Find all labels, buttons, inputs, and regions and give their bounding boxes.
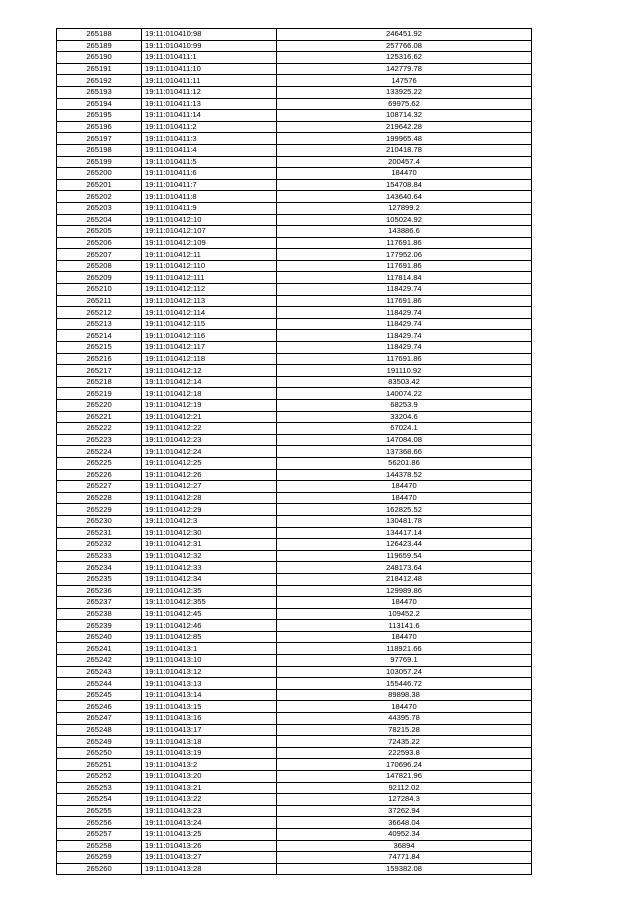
- cadastral-number-cell: 19:11:010412:46: [142, 620, 277, 632]
- table-row: [57, 400, 532, 412]
- value-cell: 155446.72: [277, 678, 532, 690]
- row-number-cell: 265254: [57, 794, 142, 806]
- cadastral-number-cell: 19:11:010411:13: [142, 98, 277, 110]
- row-number-cell: 265222: [57, 423, 142, 435]
- row-number-cell: 265238: [57, 608, 142, 620]
- cadastral-number-cell: 19:11:010413:1: [142, 643, 277, 655]
- table-row: [57, 434, 532, 446]
- row-number-cell: 265215: [57, 342, 142, 354]
- value-cell: 218412.48: [277, 573, 532, 585]
- row-number-cell: 265188: [57, 29, 142, 41]
- row-number-cell: 265258: [57, 840, 142, 852]
- cadastral-number-cell: 19:11:010412:14: [142, 376, 277, 388]
- row-number-cell: 265191: [57, 63, 142, 75]
- row-number-cell: 265197: [57, 133, 142, 145]
- row-number-cell: 265232: [57, 539, 142, 551]
- row-number-cell: 265220: [57, 400, 142, 412]
- value-cell: 118429.74: [277, 284, 532, 296]
- cadastral-number-cell: 19:11:010412:24: [142, 446, 277, 458]
- table-row: [57, 840, 532, 852]
- table-row: [57, 608, 532, 620]
- value-cell: 137368.66: [277, 446, 532, 458]
- row-number-cell: 265189: [57, 40, 142, 52]
- cadastral-number-cell: 19:11:010410:99: [142, 40, 277, 52]
- cadastral-number-cell: 19:11:010412:32: [142, 550, 277, 562]
- row-number-cell: 265257: [57, 828, 142, 840]
- row-number-cell: 265192: [57, 75, 142, 87]
- row-number-cell: 265204: [57, 214, 142, 226]
- row-number-cell: 265248: [57, 724, 142, 736]
- value-cell: 117691.86: [277, 237, 532, 249]
- table-row: [57, 562, 532, 574]
- row-number-cell: 265219: [57, 388, 142, 400]
- cadastral-number-cell: 19:11:010412:22: [142, 423, 277, 435]
- value-cell: 118429.74: [277, 307, 532, 319]
- value-cell: 67024.1: [277, 423, 532, 435]
- table-row: [57, 307, 532, 319]
- cadastral-number-cell: 19:11:010412:35: [142, 585, 277, 597]
- value-cell: 200457.4: [277, 156, 532, 168]
- cadastral-number-cell: 19:11:010411:10: [142, 63, 277, 75]
- value-cell: 210418.78: [277, 144, 532, 156]
- cadastral-number-cell: 19:11:010412:25: [142, 457, 277, 469]
- table-row: [57, 585, 532, 597]
- table-row: [57, 492, 532, 504]
- row-number-cell: 265200: [57, 168, 142, 180]
- value-cell: 118429.74: [277, 318, 532, 330]
- table-row: [57, 655, 532, 667]
- table-row: [57, 272, 532, 284]
- cadastral-number-cell: 19:11:010413:19: [142, 747, 277, 759]
- value-cell: 143886.6: [277, 226, 532, 238]
- value-cell: 89898.38: [277, 689, 532, 701]
- table-row: [57, 515, 532, 527]
- table-row: [57, 144, 532, 156]
- table-row: [57, 504, 532, 516]
- table-row: [57, 86, 532, 98]
- cadastral-number-cell: 19:11:010412:85: [142, 631, 277, 643]
- row-number-cell: 265225: [57, 457, 142, 469]
- cadastral-number-cell: 19:11:010412:21: [142, 411, 277, 423]
- table-row: [57, 631, 532, 643]
- row-number-cell: 265247: [57, 713, 142, 725]
- value-cell: 170696.24: [277, 759, 532, 771]
- table-row: [57, 423, 532, 435]
- cadastral-number-cell: 19:11:010413:10: [142, 655, 277, 667]
- value-cell: 56201.86: [277, 457, 532, 469]
- cadastral-number-cell: 19:11:010412:26: [142, 469, 277, 481]
- value-cell: 74771.84: [277, 852, 532, 864]
- cadastral-number-cell: 19:11:010413:22: [142, 794, 277, 806]
- cadastral-number-cell: 19:11:010412:107: [142, 226, 277, 238]
- row-number-cell: 265245: [57, 689, 142, 701]
- cadastral-number-cell: 19:11:010412:19: [142, 400, 277, 412]
- value-cell: 83503.42: [277, 376, 532, 388]
- table-row: [57, 678, 532, 690]
- table-row: [57, 713, 532, 725]
- value-cell: 117814.84: [277, 272, 532, 284]
- row-number-cell: 265208: [57, 260, 142, 272]
- table-row: [57, 388, 532, 400]
- table-row: [57, 620, 532, 632]
- value-cell: 129989.86: [277, 585, 532, 597]
- value-cell: 184470: [277, 701, 532, 713]
- cadastral-number-cell: 19:11:010412:33: [142, 562, 277, 574]
- table-row: [57, 457, 532, 469]
- table-row: [57, 75, 532, 87]
- cadastral-number-cell: 19:11:010412:118: [142, 353, 277, 365]
- row-number-cell: 265202: [57, 191, 142, 203]
- value-cell: 142779.78: [277, 63, 532, 75]
- table-row: [57, 342, 532, 354]
- cadastral-number-cell: 19:11:010412:30: [142, 527, 277, 539]
- value-cell: 78215.28: [277, 724, 532, 736]
- table-row: [57, 805, 532, 817]
- cadastral-number-cell: 19:11:010413:26: [142, 840, 277, 852]
- row-number-cell: 265196: [57, 121, 142, 133]
- table-row: [57, 863, 532, 875]
- value-cell: 92112.02: [277, 782, 532, 794]
- cadastral-number-cell: 19:11:010413:21: [142, 782, 277, 794]
- value-cell: 69975.62: [277, 98, 532, 110]
- row-number-cell: 265216: [57, 353, 142, 365]
- table-row: [57, 29, 532, 41]
- cadastral-number-cell: 19:11:010413:23: [142, 805, 277, 817]
- cadastral-number-cell: 19:11:010412:116: [142, 330, 277, 342]
- value-cell: 147576: [277, 75, 532, 87]
- cadastral-number-cell: 19:11:010411:8: [142, 191, 277, 203]
- table-row: [57, 191, 532, 203]
- row-number-cell: 265235: [57, 573, 142, 585]
- value-cell: 184470: [277, 631, 532, 643]
- value-cell: 184470: [277, 597, 532, 609]
- table-row: [57, 226, 532, 238]
- cadastral-number-cell: 19:11:010413:28: [142, 863, 277, 875]
- value-cell: 118921.66: [277, 643, 532, 655]
- row-number-cell: 265227: [57, 481, 142, 493]
- value-cell: 72435.22: [277, 736, 532, 748]
- cadastral-number-cell: 19:11:010412:10: [142, 214, 277, 226]
- value-cell: 191110.92: [277, 365, 532, 377]
- table-row: [57, 527, 532, 539]
- row-number-cell: 265214: [57, 330, 142, 342]
- value-cell: 127899.2: [277, 202, 532, 214]
- table-row: [57, 597, 532, 609]
- row-number-cell: 265190: [57, 52, 142, 64]
- value-cell: 246451.92: [277, 29, 532, 41]
- row-number-cell: 265211: [57, 295, 142, 307]
- row-number-cell: 265199: [57, 156, 142, 168]
- row-number-cell: 265243: [57, 666, 142, 678]
- table-row: [57, 771, 532, 783]
- cadastral-number-cell: 19:11:010412:355: [142, 597, 277, 609]
- row-number-cell: 265253: [57, 782, 142, 794]
- table-row: [57, 260, 532, 272]
- value-cell: 113141.6: [277, 620, 532, 632]
- row-number-cell: 265244: [57, 678, 142, 690]
- cadastral-number-cell: 19:11:010412:117: [142, 342, 277, 354]
- row-number-cell: 265229: [57, 504, 142, 516]
- row-number-cell: 265210: [57, 284, 142, 296]
- table-row: [57, 133, 532, 145]
- cadastral-number-cell: 19:11:010412:29: [142, 504, 277, 516]
- cadastral-number-cell: 19:11:010411:9: [142, 202, 277, 214]
- row-number-cell: 265230: [57, 515, 142, 527]
- cadastral-number-cell: 19:11:010411:14: [142, 110, 277, 122]
- row-number-cell: 265213: [57, 318, 142, 330]
- table-row: [57, 168, 532, 180]
- row-number-cell: 265255: [57, 805, 142, 817]
- cadastral-number-cell: 19:11:010413:18: [142, 736, 277, 748]
- value-cell: 162825.52: [277, 504, 532, 516]
- table-row: [57, 828, 532, 840]
- value-cell: 219642.28: [277, 121, 532, 133]
- row-number-cell: 265231: [57, 527, 142, 539]
- table-row: [57, 573, 532, 585]
- table-row: [57, 666, 532, 678]
- cadastral-number-cell: 19:11:010411:2: [142, 121, 277, 133]
- value-cell: 117691.86: [277, 353, 532, 365]
- row-number-cell: 265239: [57, 620, 142, 632]
- value-cell: 248173.64: [277, 562, 532, 574]
- cadastral-number-cell: 19:11:010413:17: [142, 724, 277, 736]
- value-cell: 40952.34: [277, 828, 532, 840]
- value-cell: 117691.86: [277, 260, 532, 272]
- cadastral-number-cell: 19:11:010410:98: [142, 29, 277, 41]
- cadastral-number-cell: 19:11:010412:11: [142, 249, 277, 261]
- row-number-cell: 265233: [57, 550, 142, 562]
- table-row: [57, 701, 532, 713]
- table-row: [57, 852, 532, 864]
- row-number-cell: 265259: [57, 852, 142, 864]
- data-table: [56, 28, 532, 875]
- table-row: [57, 52, 532, 64]
- cadastral-number-cell: 19:11:010412:113: [142, 295, 277, 307]
- table-row: [57, 179, 532, 191]
- row-number-cell: 265217: [57, 365, 142, 377]
- cadastral-number-cell: 19:11:010412:112: [142, 284, 277, 296]
- row-number-cell: 265201: [57, 179, 142, 191]
- value-cell: 108714.32: [277, 110, 532, 122]
- value-cell: 118429.74: [277, 330, 532, 342]
- value-cell: 125316.62: [277, 52, 532, 64]
- cadastral-number-cell: 19:11:010411:1: [142, 52, 277, 64]
- row-number-cell: 265252: [57, 771, 142, 783]
- value-cell: 127284.3: [277, 794, 532, 806]
- value-cell: 68253.9: [277, 400, 532, 412]
- row-number-cell: 265203: [57, 202, 142, 214]
- value-cell: 97769.1: [277, 655, 532, 667]
- cadastral-number-cell: 19:11:010413:25: [142, 828, 277, 840]
- table-row: [57, 376, 532, 388]
- row-number-cell: 265256: [57, 817, 142, 829]
- value-cell: 177952.06: [277, 249, 532, 261]
- value-cell: 109452.2: [277, 608, 532, 620]
- cadastral-number-cell: 19:11:010411:7: [142, 179, 277, 191]
- cadastral-number-cell: 19:11:010412:45: [142, 608, 277, 620]
- table-row: [57, 689, 532, 701]
- value-cell: 134417.14: [277, 527, 532, 539]
- row-number-cell: 265240: [57, 631, 142, 643]
- value-cell: 159382.08: [277, 863, 532, 875]
- row-number-cell: 265224: [57, 446, 142, 458]
- table-row: [57, 98, 532, 110]
- value-cell: 257766.08: [277, 40, 532, 52]
- cadastral-number-cell: 19:11:010412:3: [142, 515, 277, 527]
- table-row: [57, 110, 532, 122]
- table-row: [57, 202, 532, 214]
- row-number-cell: 265228: [57, 492, 142, 504]
- cadastral-number-cell: 19:11:010411:12: [142, 86, 277, 98]
- row-number-cell: 265209: [57, 272, 142, 284]
- table-row: [57, 318, 532, 330]
- table-row: [57, 794, 532, 806]
- row-number-cell: 265242: [57, 655, 142, 667]
- value-cell: 199965.48: [277, 133, 532, 145]
- value-cell: 222593.8: [277, 747, 532, 759]
- cadastral-number-cell: 19:11:010412:114: [142, 307, 277, 319]
- value-cell: 130481.78: [277, 515, 532, 527]
- table-row: [57, 643, 532, 655]
- cadastral-number-cell: 19:11:010411:4: [142, 144, 277, 156]
- cadastral-number-cell: 19:11:010412:31: [142, 539, 277, 551]
- row-number-cell: 265226: [57, 469, 142, 481]
- table-row: [57, 817, 532, 829]
- value-cell: 140074.22: [277, 388, 532, 400]
- cadastral-number-cell: 19:11:010413:13: [142, 678, 277, 690]
- table-body: [57, 29, 532, 875]
- row-number-cell: 265221: [57, 411, 142, 423]
- table-row: [57, 724, 532, 736]
- value-cell: 184470: [277, 492, 532, 504]
- value-cell: 44395.78: [277, 713, 532, 725]
- value-cell: 154708.84: [277, 179, 532, 191]
- cadastral-number-cell: 19:11:010413:12: [142, 666, 277, 678]
- row-number-cell: 265206: [57, 237, 142, 249]
- value-cell: 144378.52: [277, 469, 532, 481]
- table-row: [57, 330, 532, 342]
- cadastral-number-cell: 19:11:010413:20: [142, 771, 277, 783]
- cadastral-number-cell: 19:11:010412:18: [142, 388, 277, 400]
- row-number-cell: 265223: [57, 434, 142, 446]
- table-row: [57, 469, 532, 481]
- cadastral-number-cell: 19:11:010413:2: [142, 759, 277, 771]
- row-number-cell: 265236: [57, 585, 142, 597]
- table-row: [57, 481, 532, 493]
- cadastral-number-cell: 19:11:010411:6: [142, 168, 277, 180]
- row-number-cell: 265251: [57, 759, 142, 771]
- value-cell: 184470: [277, 481, 532, 493]
- table-row: [57, 63, 532, 75]
- table-row: [57, 214, 532, 226]
- table-row: [57, 365, 532, 377]
- table-row: [57, 121, 532, 133]
- cadastral-number-cell: 19:11:010412:110: [142, 260, 277, 272]
- table-row: [57, 747, 532, 759]
- table-row: [57, 237, 532, 249]
- value-cell: 117691.86: [277, 295, 532, 307]
- cadastral-number-cell: 19:11:010413:14: [142, 689, 277, 701]
- cadastral-number-cell: 19:11:010412:111: [142, 272, 277, 284]
- row-number-cell: 265246: [57, 701, 142, 713]
- value-cell: 105024.92: [277, 214, 532, 226]
- cadastral-number-cell: 19:11:010412:115: [142, 318, 277, 330]
- table-row: [57, 295, 532, 307]
- value-cell: 33204.6: [277, 411, 532, 423]
- row-number-cell: 265194: [57, 98, 142, 110]
- cadastral-number-cell: 19:11:010411:3: [142, 133, 277, 145]
- row-number-cell: 265205: [57, 226, 142, 238]
- cadastral-number-cell: 19:11:010412:12: [142, 365, 277, 377]
- cadastral-number-cell: 19:11:010411:5: [142, 156, 277, 168]
- value-cell: 36894: [277, 840, 532, 852]
- table-row: [57, 411, 532, 423]
- cadastral-number-cell: 19:11:010411:11: [142, 75, 277, 87]
- table-row: [57, 550, 532, 562]
- table-row: [57, 353, 532, 365]
- row-number-cell: 265241: [57, 643, 142, 655]
- table-row: [57, 736, 532, 748]
- cadastral-number-cell: 19:11:010412:34: [142, 573, 277, 585]
- row-number-cell: 265237: [57, 597, 142, 609]
- table-row: [57, 156, 532, 168]
- row-number-cell: 265195: [57, 110, 142, 122]
- value-cell: 133925.22: [277, 86, 532, 98]
- value-cell: 36648.04: [277, 817, 532, 829]
- cadastral-number-cell: 19:11:010413:27: [142, 852, 277, 864]
- cadastral-number-cell: 19:11:010413:15: [142, 701, 277, 713]
- value-cell: 184470: [277, 168, 532, 180]
- row-number-cell: 265218: [57, 376, 142, 388]
- table-row: [57, 782, 532, 794]
- value-cell: 143640.64: [277, 191, 532, 203]
- cadastral-number-cell: 19:11:010412:109: [142, 237, 277, 249]
- row-number-cell: 265250: [57, 747, 142, 759]
- row-number-cell: 265260: [57, 863, 142, 875]
- cadastral-number-cell: 19:11:010413:16: [142, 713, 277, 725]
- table-row: [57, 40, 532, 52]
- table-row: [57, 446, 532, 458]
- row-number-cell: 265193: [57, 86, 142, 98]
- value-cell: 147821.96: [277, 771, 532, 783]
- row-number-cell: 265234: [57, 562, 142, 574]
- table-row: [57, 284, 532, 296]
- value-cell: 103057.24: [277, 666, 532, 678]
- value-cell: 126423.44: [277, 539, 532, 551]
- row-number-cell: 265198: [57, 144, 142, 156]
- table-row: [57, 249, 532, 261]
- cadastral-number-cell: 19:11:010413:24: [142, 817, 277, 829]
- table-row: [57, 539, 532, 551]
- value-cell: 119659.54: [277, 550, 532, 562]
- cadastral-number-cell: 19:11:010412:27: [142, 481, 277, 493]
- row-number-cell: 265212: [57, 307, 142, 319]
- cadastral-number-cell: 19:11:010412:28: [142, 492, 277, 504]
- value-cell: 147084.08: [277, 434, 532, 446]
- value-cell: 37262.94: [277, 805, 532, 817]
- row-number-cell: 265207: [57, 249, 142, 261]
- table-row: [57, 759, 532, 771]
- value-cell: 118429.74: [277, 342, 532, 354]
- row-number-cell: 265249: [57, 736, 142, 748]
- cadastral-number-cell: 19:11:010412:23: [142, 434, 277, 446]
